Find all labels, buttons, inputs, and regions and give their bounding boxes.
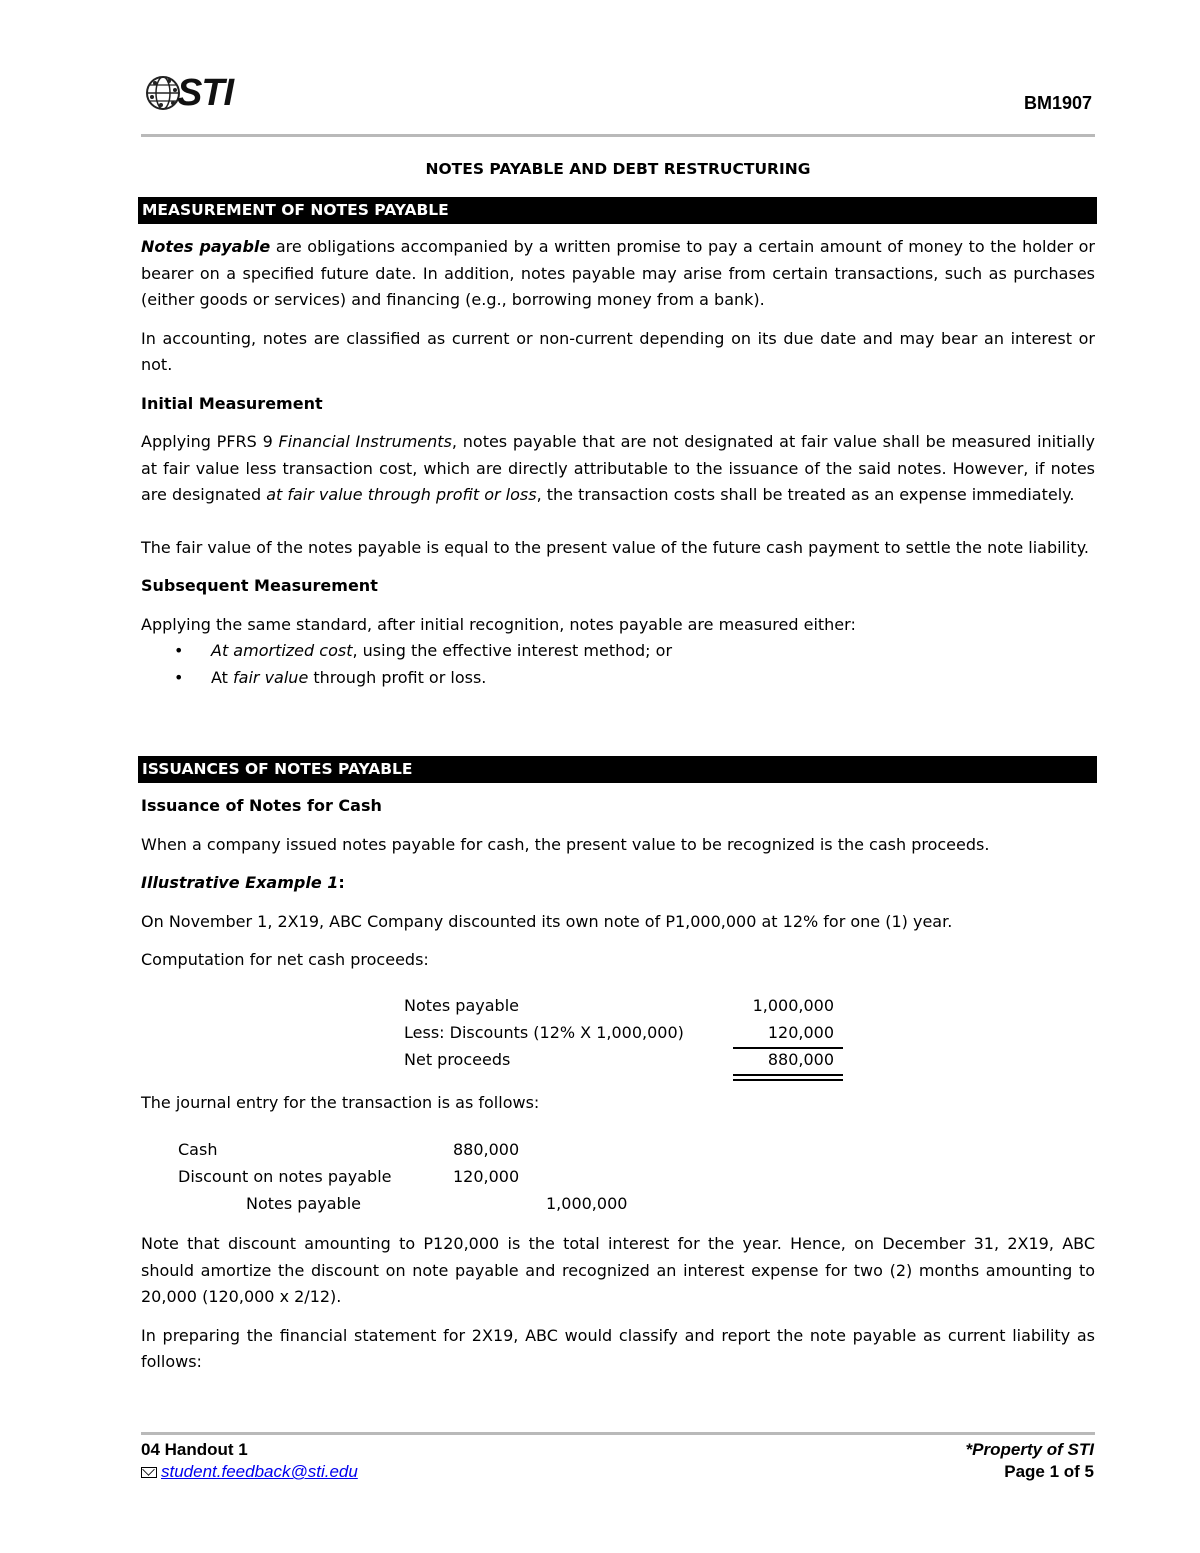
journal-debit: 880,000 xyxy=(453,1140,520,1159)
journal-entry xyxy=(178,1140,658,1221)
logo-text: STI xyxy=(177,71,234,114)
paragraph-cash-proceeds: When a company issued notes payable for cash, the present value to be recognized is the cash proceeds. xyxy=(141,834,990,854)
journal-credit: 1,000,000 xyxy=(546,1194,628,1213)
definition-text: are obligations accompanied by a written promise to pay a certain amount of money to the holder or bearer on a specified future date. In addition, notes payable may arise from certain transactions, such as purchases (either goods or services) and financing (e.g., borrowing money from a bank). xyxy=(141,237,1096,309)
footer-right xyxy=(966,1440,1094,1484)
journal-account: Discount on notes payable xyxy=(178,1167,392,1186)
total-double-underline xyxy=(733,1074,843,1081)
paragraph-journal-intro: The journal entry for the transaction is as follows: xyxy=(141,1093,540,1112)
journal-row xyxy=(178,1167,658,1194)
paragraph-subsequent-measurement: Applying the same standard, after initial recognition, notes payable are measured either: xyxy=(141,614,856,634)
measurement-bullet-list xyxy=(141,638,1095,691)
computation-label: Less: Discounts (12% X 1,000,000) xyxy=(404,1023,684,1042)
subheading-initial-measurement: Initial Measurement xyxy=(141,393,323,413)
text-fragment-italic: Financial Instruments xyxy=(278,432,452,451)
subtotal-underline xyxy=(733,1047,843,1049)
text-fragment: Applying PFRS 9 xyxy=(141,432,279,451)
journal-intro xyxy=(141,1090,1095,1117)
journal-row xyxy=(178,1140,658,1167)
section-heading-measurement: MEASUREMENT OF NOTES PAYABLE xyxy=(138,197,1097,224)
paragraph-computation-intro: Computation for net cash proceeds: xyxy=(141,950,429,969)
paragraph-classification-report: In preparing the financial statement for 2X19, ABC would classify and report the note payable as current liability as follows: xyxy=(141,1325,1095,1371)
footer-email-line xyxy=(141,1462,358,1484)
footer-divider xyxy=(141,1432,1095,1435)
paragraph-initial-measurement xyxy=(141,429,1095,509)
paragraph-classification: In accounting, notes are classified as current or non-current depending on its due date and may bear an interest or not. xyxy=(141,328,1095,374)
property-label: *Property of STI xyxy=(965,1440,1094,1459)
text-fragment: , using the effective interest method; or xyxy=(352,641,673,660)
globe-icon xyxy=(145,75,181,111)
text-fragment-italic: at fair value through profit or loss xyxy=(266,485,537,504)
section-issuances-closing xyxy=(141,1231,1095,1376)
computation-table xyxy=(404,996,844,1077)
subheading-subsequent-measurement: Subsequent Measurement xyxy=(141,576,378,595)
journal-row xyxy=(178,1194,658,1221)
example-label: Illustrative Example 1 xyxy=(141,873,339,892)
paragraph-fair-value: The fair value of the notes payable is equal to the present value of the future cash payment to settle the note liability. xyxy=(141,537,1089,557)
paragraph-notes-payable-definition xyxy=(141,234,1095,314)
mail-icon xyxy=(141,1467,157,1478)
computation-label: Notes payable xyxy=(404,996,519,1015)
footer-left xyxy=(141,1440,358,1484)
text-fragment: At xyxy=(211,667,234,687)
bullet-icon: • xyxy=(174,641,184,660)
section-heading-issuances: ISSUANCES OF NOTES PAYABLE xyxy=(138,756,1097,783)
paragraph-example-facts: On November 1, 2X19, ABC Company discounted its own note of P1,000,000 at 12% for one (1) year. xyxy=(141,911,953,931)
table-row xyxy=(404,1050,844,1077)
computation-value: 1,000,000 xyxy=(752,996,834,1015)
section-measurement-body xyxy=(141,234,1095,691)
bullet-icon: • xyxy=(174,667,184,687)
example-colon: : xyxy=(338,873,345,892)
text-fragment: through profit or loss. xyxy=(308,667,487,687)
text-fragment-italic: At amortized cost xyxy=(211,641,353,660)
sti-logo xyxy=(145,72,235,114)
journal-account: Notes payable xyxy=(246,1194,361,1213)
paragraph-amortization: Note that discount amounting to P120,000 is the total interest for the year. Hence, on December 31, 2X19, ABC should amortize the discount on note payable and recognized an interest expense for two (2) months amounting to 20,000 (120,000 x 2/12). xyxy=(141,1234,1095,1306)
computation-value: 880,000 xyxy=(767,1050,834,1069)
computation-label: Net proceeds xyxy=(404,1050,511,1069)
table-row xyxy=(404,996,844,1023)
header-divider xyxy=(141,134,1095,137)
table-row xyxy=(404,1023,844,1050)
list-item xyxy=(141,665,1095,692)
journal-debit: 120,000 xyxy=(453,1167,520,1186)
page-number: Page 1 of 5 xyxy=(1004,1462,1094,1481)
term-notes-payable: Notes payable xyxy=(141,237,271,256)
example-heading xyxy=(141,870,1095,897)
feedback-email-link[interactable]: student.feedback@sti.edu xyxy=(161,1462,358,1481)
page-title: NOTES PAYABLE AND DEBT RESTRUCTURING xyxy=(425,160,811,178)
list-item xyxy=(141,638,1095,665)
journal-account: Cash xyxy=(178,1140,218,1159)
handout-label: 04 Handout 1 xyxy=(141,1440,248,1459)
computation-value: 120,000 xyxy=(767,1023,834,1042)
section-issuances-body xyxy=(141,793,1095,974)
text-fragment-italic: fair value xyxy=(233,667,309,687)
document-code: BM1907 xyxy=(1023,93,1092,113)
text-fragment: , notes payable that are not designated at fair value shall be measured initially at fair value less transaction cost, which are directly attributable to the issuance of the said notes. However, if notes are designated xyxy=(141,432,1096,504)
subheading-notes-for-cash: Issuance of Notes for Cash xyxy=(141,796,382,815)
text-fragment: , the transaction costs shall be treated as an expense immediately. xyxy=(536,485,1075,504)
